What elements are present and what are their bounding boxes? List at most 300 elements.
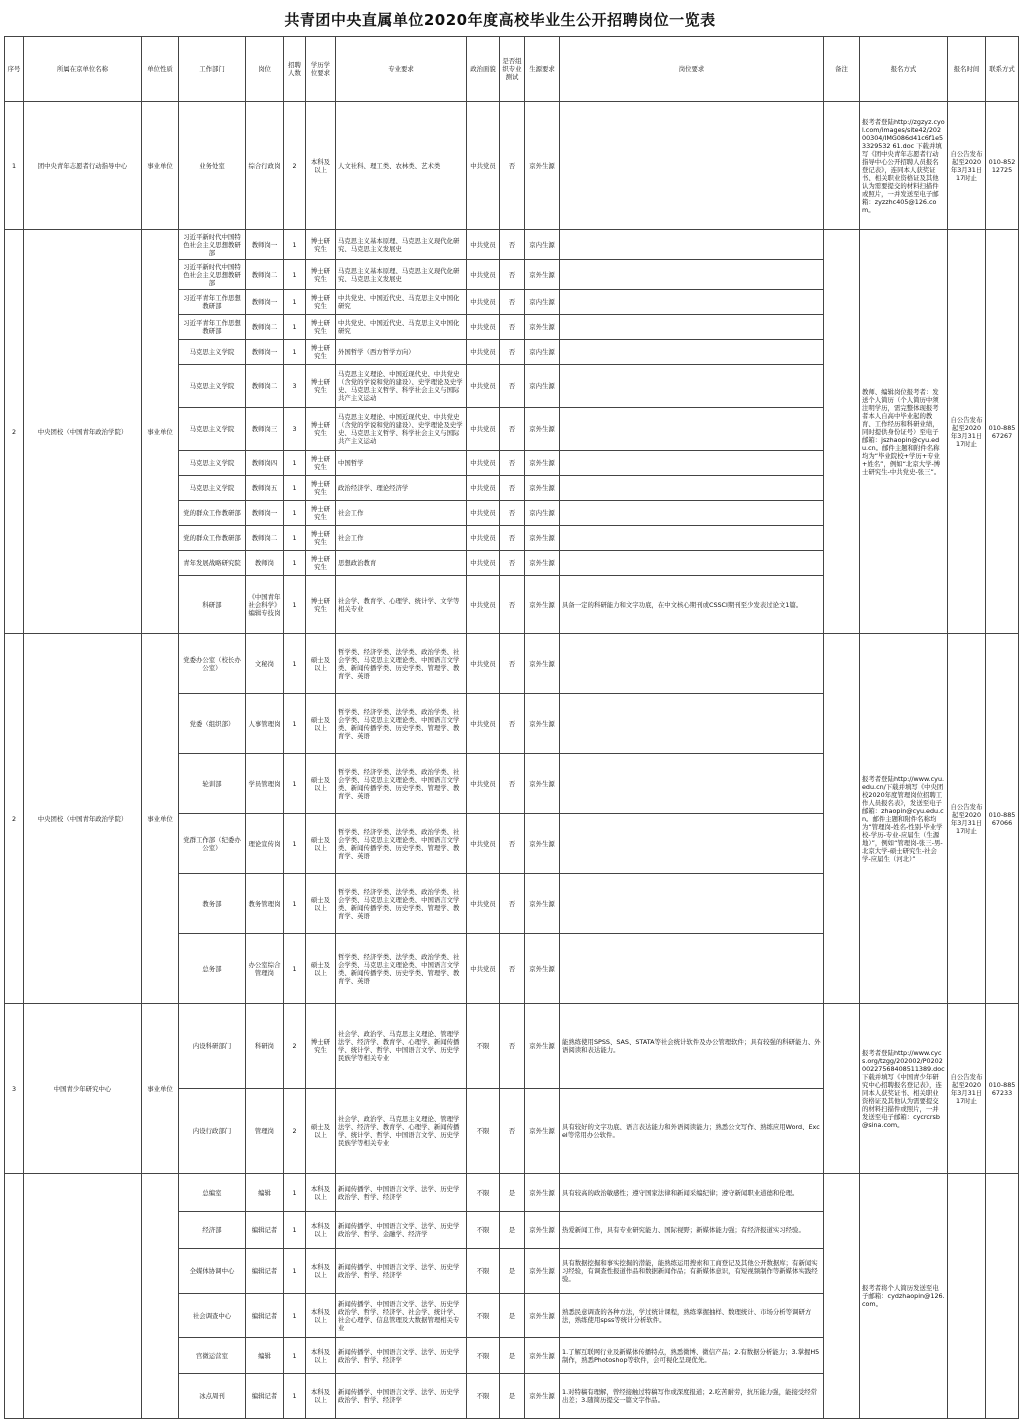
test-cell: 是 bbox=[500, 1174, 525, 1212]
major-cell: 哲学类、经济学类、法学类、政治学类、社会学类、马克思主义理论类、中国语言文学类、新闻传播学类、历史学类、管理学、教育学、英语 bbox=[336, 634, 467, 694]
unit-name-cell: 中国青少年研究中心 bbox=[24, 1004, 142, 1174]
post-cell: 学员管理岗 bbox=[246, 754, 284, 814]
dept-cell: 马克思主义学院 bbox=[179, 365, 246, 408]
count-cell: 2 bbox=[284, 102, 306, 230]
contact-cell: 010-88567066 bbox=[986, 634, 1019, 1004]
requirement-cell bbox=[560, 694, 824, 754]
edu-cell: 本科及以上 bbox=[306, 1174, 336, 1212]
requirement-cell: 具有较高的政治敏感性；遵守国家法律和新闻采编纪律；遵守新闻职业道德和伦理。 bbox=[560, 1174, 824, 1212]
dept-cell: 冰点周刊 bbox=[179, 1374, 246, 1419]
post-cell: 教师岗一 bbox=[246, 290, 284, 315]
political-cell: 中共党员 bbox=[467, 694, 500, 754]
requirement-cell bbox=[560, 526, 824, 551]
table-row bbox=[5, 634, 1019, 694]
source-cell: 京外生源 bbox=[525, 1089, 560, 1174]
apply-method-cell: 报考者将个人简历发送至电子邮箱：cydzhaopin@126.com。 bbox=[860, 1174, 948, 1419]
source-cell: 京外生源 bbox=[525, 315, 560, 340]
col-header: 工作部门 bbox=[179, 37, 246, 102]
count-cell: 1 bbox=[284, 1294, 306, 1338]
edu-cell: 博士研究生 bbox=[306, 260, 336, 290]
unit-nature-cell bbox=[142, 1174, 179, 1419]
major-cell: 社会工作 bbox=[336, 501, 467, 526]
political-cell: 不限 bbox=[467, 1212, 500, 1249]
dept-cell: 习近平青年工作思想教研部 bbox=[179, 315, 246, 340]
post-cell: 教师岗三 bbox=[246, 408, 284, 451]
note-cell bbox=[824, 1174, 860, 1419]
political-cell: 不限 bbox=[467, 1374, 500, 1419]
political-cell: 中共党员 bbox=[467, 102, 500, 230]
political-cell: 中共党员 bbox=[467, 230, 500, 260]
count-cell: 1 bbox=[284, 874, 306, 934]
edu-cell: 硕士及以上 bbox=[306, 754, 336, 814]
edu-cell: 博士研究生 bbox=[306, 1004, 336, 1089]
dept-cell: 习近平新时代中国特色社会主义思想教研部 bbox=[179, 260, 246, 290]
dept-cell: 马克思主义学院 bbox=[179, 340, 246, 365]
dept-cell: 党的群众工作教研部 bbox=[179, 501, 246, 526]
dept-cell: 全媒体协调中心 bbox=[179, 1249, 246, 1294]
table-row bbox=[5, 230, 1019, 260]
requirement-cell bbox=[560, 408, 824, 451]
count-cell: 1 bbox=[284, 230, 306, 260]
count-cell: 1 bbox=[284, 1174, 306, 1212]
note-cell bbox=[824, 102, 860, 230]
post-cell: 教师岗 bbox=[246, 551, 284, 576]
major-cell: 新闻传播学、中国语言文学、法学、历史学政治学、哲学、经济学、社会学、统计学、社会心理学、信息管理及大数据管理相关专业 bbox=[336, 1294, 467, 1338]
source-cell: 京外生源 bbox=[525, 1374, 560, 1419]
edu-cell: 博士研究生 bbox=[306, 476, 336, 501]
col-header: 招聘人数 bbox=[284, 37, 306, 102]
post-cell: 教师岗二 bbox=[246, 315, 284, 340]
dept-cell: 业务处室 bbox=[179, 102, 246, 230]
test-cell: 否 bbox=[500, 1089, 525, 1174]
dept-cell: 社会调查中心 bbox=[179, 1294, 246, 1338]
dept-cell: 内设行政部门 bbox=[179, 1089, 246, 1174]
dept-cell: 党的群众工作教研部 bbox=[179, 526, 246, 551]
post-cell: 理论宣传岗 bbox=[246, 814, 284, 874]
test-cell: 否 bbox=[500, 526, 525, 551]
col-header: 报名方式 bbox=[860, 37, 948, 102]
post-cell: 教师岗一 bbox=[246, 340, 284, 365]
unit-nature-cell: 事业单位 bbox=[142, 634, 179, 1004]
test-cell: 否 bbox=[500, 634, 525, 694]
requirement-cell bbox=[560, 451, 824, 476]
test-cell: 否 bbox=[500, 874, 525, 934]
count-cell: 1 bbox=[284, 315, 306, 340]
count-cell: 1 bbox=[284, 526, 306, 551]
political-cell: 中共党员 bbox=[467, 290, 500, 315]
col-header: 学历学位要求 bbox=[306, 37, 336, 102]
political-cell: 中共党员 bbox=[467, 451, 500, 476]
apply-time-cell: 自公告发布起至2020年3月31日17时止 bbox=[948, 230, 986, 634]
edu-cell: 硕士及以上 bbox=[306, 874, 336, 934]
requirement-cell: 热爱新闻工作，具有专业研究能力、国际视野；新媒体能力强；有经济报道实习经验。 bbox=[560, 1212, 824, 1249]
major-cell: 新闻传播学、中国语言文学、法学、历史学政治学、哲学、经济学 bbox=[336, 1374, 467, 1419]
test-cell: 否 bbox=[500, 754, 525, 814]
col-header: 专业要求 bbox=[336, 37, 467, 102]
source-cell: 京外生源 bbox=[525, 1174, 560, 1212]
seq-cell bbox=[5, 1174, 24, 1419]
count-cell: 1 bbox=[284, 1374, 306, 1419]
requirement-cell: 熟悉民意调查的各种方法，学过统计课程，熟练掌握抽样、数理统计、市场分析等调研方法，熟练使用spss等统计分析软件。 bbox=[560, 1294, 824, 1338]
major-cell: 哲学类、经济学类、法学类、政治学类、社会学类、马克思主义理论类、中国语言文学类、新闻传播学类、历史学类、管理学、教育学、英语 bbox=[336, 934, 467, 1004]
major-cell: 思想政治教育 bbox=[336, 551, 467, 576]
test-cell: 否 bbox=[500, 694, 525, 754]
test-cell: 是 bbox=[500, 1212, 525, 1249]
count-cell: 1 bbox=[284, 340, 306, 365]
requirement-cell bbox=[560, 874, 824, 934]
count-cell: 2 bbox=[284, 1004, 306, 1089]
major-cell: 哲学类、经济学类、法学类、政治学类、社会学类、马克思主义理论类、中国语言文学类、新闻传播学类、历史学类、管理学、教育学、英语 bbox=[336, 874, 467, 934]
edu-cell: 博士研究生 bbox=[306, 526, 336, 551]
source-cell: 京内生源 bbox=[525, 230, 560, 260]
dept-cell: 科研部 bbox=[179, 576, 246, 634]
test-cell: 否 bbox=[500, 934, 525, 1004]
col-header: 生源要求 bbox=[525, 37, 560, 102]
test-cell: 是 bbox=[500, 1294, 525, 1338]
political-cell: 中共党员 bbox=[467, 340, 500, 365]
source-cell: 京外生源 bbox=[525, 814, 560, 874]
post-cell: 教师岗二 bbox=[246, 365, 284, 408]
major-cell: 外国哲学（西方哲学方向） bbox=[336, 340, 467, 365]
test-cell: 否 bbox=[500, 551, 525, 576]
requirement-cell: 具有较好的文字功底、语言表达能力和外语阅读能力；熟悉公文写作、熟练应用Word、Excel等常用办公软件。 bbox=[560, 1089, 824, 1174]
edu-cell: 博士研究生 bbox=[306, 451, 336, 476]
count-cell: 1 bbox=[284, 1249, 306, 1294]
dept-cell: 轮训部 bbox=[179, 754, 246, 814]
test-cell: 否 bbox=[500, 476, 525, 501]
count-cell: 3 bbox=[284, 365, 306, 408]
col-header: 岗位要求 bbox=[560, 37, 824, 102]
count-cell: 1 bbox=[284, 1338, 306, 1374]
post-cell: 教务管理岗 bbox=[246, 874, 284, 934]
source-cell: 京内生源 bbox=[525, 290, 560, 315]
dept-cell: 马克思主义学院 bbox=[179, 476, 246, 501]
unit-name-cell bbox=[24, 1174, 142, 1419]
requirement-cell bbox=[560, 290, 824, 315]
unit-nature-cell: 事业单位 bbox=[142, 102, 179, 230]
unit-name-cell: 团中央青年志愿者行动指导中心 bbox=[24, 102, 142, 230]
edu-cell: 硕士及以上 bbox=[306, 634, 336, 694]
post-cell: 教师岗四 bbox=[246, 451, 284, 476]
post-cell: 人事管理岗 bbox=[246, 694, 284, 754]
edu-cell: 博士研究生 bbox=[306, 315, 336, 340]
dept-cell: 经济部 bbox=[179, 1212, 246, 1249]
political-cell: 中共党员 bbox=[467, 934, 500, 1004]
major-cell: 中国哲学 bbox=[336, 451, 467, 476]
count-cell: 1 bbox=[284, 451, 306, 476]
unit-name-cell: 中央团校（中国青年政治学院） bbox=[24, 634, 142, 1004]
test-cell: 否 bbox=[500, 408, 525, 451]
major-cell: 社会学、教育学、心理学、统计学、文学等相关专业 bbox=[336, 576, 467, 634]
seq-cell: 1 bbox=[5, 102, 24, 230]
source-cell: 京外生源 bbox=[525, 476, 560, 501]
post-cell: 教师岗一 bbox=[246, 230, 284, 260]
major-cell: 社会工作 bbox=[336, 526, 467, 551]
edu-cell: 本科及以上 bbox=[306, 1249, 336, 1294]
test-cell: 否 bbox=[500, 576, 525, 634]
political-cell: 中共党员 bbox=[467, 260, 500, 290]
col-header: 序号 bbox=[5, 37, 24, 102]
major-cell: 哲学类、经济学类、法学类、政治学类、社会学类、马克思主义理论类、中国语言文学类、新闻传播学类、历史学类、管理学、教育学、英语 bbox=[336, 754, 467, 814]
requirement-cell bbox=[560, 230, 824, 260]
post-cell: 教师岗二 bbox=[246, 526, 284, 551]
header-row bbox=[5, 37, 1019, 102]
edu-cell: 博士研究生 bbox=[306, 501, 336, 526]
apply-time-cell: 自公告发布起至2020年3月31日17时止 bbox=[948, 102, 986, 230]
political-cell: 中共党员 bbox=[467, 634, 500, 694]
apply-time-cell: 自公告发布起至2020年3月31日17时止 bbox=[948, 634, 986, 1004]
edu-cell: 本科及以上 bbox=[306, 1338, 336, 1374]
dept-cell: 马克思主义学院 bbox=[179, 408, 246, 451]
requirement-cell bbox=[560, 814, 824, 874]
post-cell: 编辑记者 bbox=[246, 1212, 284, 1249]
political-cell: 中共党员 bbox=[467, 576, 500, 634]
political-cell: 不限 bbox=[467, 1174, 500, 1212]
col-header: 联系方式 bbox=[986, 37, 1019, 102]
edu-cell: 博士研究生 bbox=[306, 365, 336, 408]
count-cell: 1 bbox=[284, 290, 306, 315]
test-cell: 否 bbox=[500, 814, 525, 874]
post-cell: 编辑记者 bbox=[246, 1294, 284, 1338]
count-cell: 1 bbox=[284, 814, 306, 874]
major-cell: 哲学类、经济学类、法学类、政治学类、社会学类、马克思主义理论类、中国语言文学类、新闻传播学类、历史学类、管理学、教育学、英语 bbox=[336, 814, 467, 874]
unit-nature-cell: 事业单位 bbox=[142, 1004, 179, 1174]
seq-cell: 2 bbox=[5, 634, 24, 1004]
test-cell: 否 bbox=[500, 365, 525, 408]
post-cell: 编辑记者 bbox=[246, 1374, 284, 1419]
count-cell: 1 bbox=[284, 551, 306, 576]
source-cell: 京外生源 bbox=[525, 408, 560, 451]
count-cell: 1 bbox=[284, 476, 306, 501]
political-cell: 中共党员 bbox=[467, 754, 500, 814]
dept-cell: 马克思主义学院 bbox=[179, 451, 246, 476]
requirement-cell: 1.对特稿有理解，曾经接触过特稿写作或深度报道；2.吃苦耐劳，抗压能力强，能接受经常出差；3.随简历提交一篇文字作品。 bbox=[560, 1374, 824, 1419]
table-row bbox=[5, 1004, 1019, 1089]
dept-cell: 总编室 bbox=[179, 1174, 246, 1212]
apply-method-cell: 报考者登陆http://zgzyz.cyol.com/images/site42/20200304/IMG086d41c6f1e53329532 61.doc 下载并填写《团中央青年志愿者行动指导中心公开招聘人员报名登记表》，连同本人获奖证书、相关职业资格证及其他认为需要提交的材料扫描件或照片，一并发送至电子邮箱：zyzzhc405@126.com。 bbox=[860, 102, 948, 230]
post-cell: 办公室综合管理岗 bbox=[246, 934, 284, 1004]
unit-nature-cell: 事业单位 bbox=[142, 230, 179, 634]
edu-cell: 博士研究生 bbox=[306, 576, 336, 634]
dept-cell: 习近平青年工作思想教研部 bbox=[179, 290, 246, 315]
seq-cell: 3 bbox=[5, 1004, 24, 1174]
dept-cell: 习近平新时代中国特色社会主义思想教研部 bbox=[179, 230, 246, 260]
political-cell: 中共党员 bbox=[467, 551, 500, 576]
source-cell: 京外生源 bbox=[525, 451, 560, 476]
edu-cell: 博士研究生 bbox=[306, 340, 336, 365]
post-cell: 《中国青年社会科学》编辑专技岗 bbox=[246, 576, 284, 634]
col-header: 岗位 bbox=[246, 37, 284, 102]
contact-cell: 010-85212725 bbox=[986, 102, 1019, 230]
count-cell: 3 bbox=[284, 408, 306, 451]
political-cell: 不限 bbox=[467, 1294, 500, 1338]
test-cell: 否 bbox=[500, 451, 525, 476]
requirement-cell bbox=[560, 315, 824, 340]
source-cell: 京外生源 bbox=[525, 260, 560, 290]
count-cell: 1 bbox=[284, 694, 306, 754]
requirement-cell bbox=[560, 365, 824, 408]
post-cell: 教师岗五 bbox=[246, 476, 284, 501]
source-cell: 京外生源 bbox=[525, 934, 560, 1004]
col-header: 所属在京单位名称 bbox=[24, 37, 142, 102]
count-cell: 1 bbox=[284, 634, 306, 694]
post-cell: 教师岗一 bbox=[246, 501, 284, 526]
count-cell: 1 bbox=[284, 576, 306, 634]
source-cell: 京外生源 bbox=[525, 1004, 560, 1089]
major-cell: 新闻传播学、中国语言文学、法学、历史学政治学、哲学、经济学 bbox=[336, 1338, 467, 1374]
edu-cell: 硕士及以上 bbox=[306, 814, 336, 874]
table-row bbox=[5, 102, 1019, 230]
political-cell: 中共党员 bbox=[467, 874, 500, 934]
major-cell: 新闻传播学、中国语言文学、法学、历史学政治学、哲学、经济学 bbox=[336, 1249, 467, 1294]
source-cell: 京外生源 bbox=[525, 551, 560, 576]
post-cell: 综合行政岗 bbox=[246, 102, 284, 230]
source-cell: 京外生源 bbox=[525, 1212, 560, 1249]
requirement-cell: 具备一定的科研能力和文字功底，在中文核心期刊或CSSCI期刊至少发表过论文1篇。 bbox=[560, 576, 824, 634]
dept-cell: 官微运营室 bbox=[179, 1338, 246, 1374]
note-cell bbox=[824, 634, 860, 1004]
post-cell: 编辑 bbox=[246, 1174, 284, 1212]
source-cell: 京外生源 bbox=[525, 634, 560, 694]
requirement-cell bbox=[560, 476, 824, 501]
source-cell: 京内生源 bbox=[525, 365, 560, 408]
requirement-cell bbox=[560, 934, 824, 1004]
test-cell: 否 bbox=[500, 290, 525, 315]
political-cell: 不限 bbox=[467, 1338, 500, 1374]
major-cell: 马克思主义理论、中国近现代史、中共党史（含党的学说和党的建设）、史学理论及史学史、马克思主义哲学、科学社会主义与国际共产主义运动 bbox=[336, 408, 467, 451]
contact-cell bbox=[986, 1174, 1019, 1419]
dept-cell: 总务部 bbox=[179, 934, 246, 1004]
test-cell: 是 bbox=[500, 1374, 525, 1419]
major-cell: 马克思主义基本原理、马克思主义现代化研究、马克思主义发展史 bbox=[336, 260, 467, 290]
count-cell: 1 bbox=[284, 501, 306, 526]
unit-name-cell: 中央团校（中国青年政治学院） bbox=[24, 230, 142, 634]
dept-cell: 内设科研部门 bbox=[179, 1004, 246, 1089]
seq-cell: 2 bbox=[5, 230, 24, 634]
source-cell: 京外生源 bbox=[525, 576, 560, 634]
source-cell: 京内生源 bbox=[525, 501, 560, 526]
major-cell: 新闻传播学、中国语言文学、法学、历史学政治学、哲学、经济学 bbox=[336, 1174, 467, 1212]
source-cell: 京外生源 bbox=[525, 1294, 560, 1338]
table-row bbox=[5, 1174, 1019, 1212]
post-cell: 管理岗 bbox=[246, 1089, 284, 1174]
apply-time-cell bbox=[948, 1174, 986, 1419]
apply-time-cell: 自公告发布起至2020年3月31日17时止 bbox=[948, 1004, 986, 1174]
count-cell: 1 bbox=[284, 1212, 306, 1249]
post-cell: 编辑记者 bbox=[246, 1249, 284, 1294]
note-cell bbox=[824, 1004, 860, 1174]
source-cell: 京外生源 bbox=[525, 1338, 560, 1374]
edu-cell: 硕士及以上 bbox=[306, 694, 336, 754]
major-cell: 政治经济学、理论经济学 bbox=[336, 476, 467, 501]
major-cell: 人文社科、理工类、农林类、艺术类 bbox=[336, 102, 467, 230]
post-cell: 编辑 bbox=[246, 1338, 284, 1374]
count-cell: 1 bbox=[284, 934, 306, 1004]
apply-method-cell: 报考者登陆http://www.cycs.org/tzgg/202002/P020200227568408511389.doc 下载并填写《中国青少年研究中心招聘报名登记表》，连同本人获奖证书、相关职业资格证及其他认为需要提交的材料扫描件或照片，一并发送至电子邮箱：cycrcrsb@sina.com。 bbox=[860, 1004, 948, 1174]
col-header: 备注 bbox=[824, 37, 860, 102]
col-header: 单位性质 bbox=[142, 37, 179, 102]
major-cell: 新闻传播学、中国语言文学、法学、历史学政治学、哲学、金融学、经济学 bbox=[336, 1212, 467, 1249]
apply-method-cell: 报考者登陆http://www.cyu.edu.cn/下载并填写《中央团校2020年度管理岗位招聘工作人员报名表》，发送至电子邮箱：zhaopin@cyu.edu.cn。邮件主题和附件名称均为“管理岗-姓名-性别-毕业学校-学历-专业-应届生（生源地）”，例如“管理岗-张三-男-北京大学-硕士研究生-社会学-应届生（河北）” bbox=[860, 634, 948, 1004]
test-cell: 是 bbox=[500, 1338, 525, 1374]
requirement-cell bbox=[560, 260, 824, 290]
source-cell: 京外生源 bbox=[525, 694, 560, 754]
edu-cell: 硕士及以上 bbox=[306, 934, 336, 1004]
contact-cell: 010-88567267 bbox=[986, 230, 1019, 634]
requirement-cell: 具有数据挖掘和事实挖掘的潜能，能熟练运用搜索和工商登记及其他公开数据库；有新闻实习经验，有调查性报道作品和数据新闻作品；有新媒体意识，有短视频制作等新媒体实践经验。 bbox=[560, 1249, 824, 1294]
major-cell: 中共党史、中国近代史、马克思主义中国化研究 bbox=[336, 290, 467, 315]
test-cell: 否 bbox=[500, 260, 525, 290]
note-cell bbox=[824, 230, 860, 634]
edu-cell: 博士研究生 bbox=[306, 290, 336, 315]
political-cell: 中共党员 bbox=[467, 476, 500, 501]
recruitment-table bbox=[4, 36, 1019, 1419]
major-cell: 马克思主义理论、中国近现代史、中共党史（含党的学说和党的建设）、史学理论及史学史、马克思主义哲学、科学社会主义与国际共产主义运动 bbox=[336, 365, 467, 408]
edu-cell: 本科及以上 bbox=[306, 1294, 336, 1338]
political-cell: 中共党员 bbox=[467, 526, 500, 551]
col-header: 政治面貌 bbox=[467, 37, 500, 102]
edu-cell: 博士研究生 bbox=[306, 551, 336, 576]
edu-cell: 博士研究生 bbox=[306, 408, 336, 451]
edu-cell: 本科及以上 bbox=[306, 102, 336, 230]
col-header: 报名时间 bbox=[948, 37, 986, 102]
political-cell: 中共党员 bbox=[467, 315, 500, 340]
political-cell: 不限 bbox=[467, 1089, 500, 1174]
requirement-cell bbox=[560, 551, 824, 576]
contact-cell: 010-88567233 bbox=[986, 1004, 1019, 1174]
count-cell: 2 bbox=[284, 1089, 306, 1174]
major-cell: 社会学、政治学、马克思主义理论、管理学法学、经济学、教育学、心理学、新闻传播学、统计学、哲学、中国语言文学、历史学民族学等相关专业 bbox=[336, 1089, 467, 1174]
edu-cell: 硕士及以上 bbox=[306, 1089, 336, 1174]
political-cell: 中共党员 bbox=[467, 408, 500, 451]
requirement-cell bbox=[560, 754, 824, 814]
source-cell: 京外生源 bbox=[525, 526, 560, 551]
test-cell: 否 bbox=[500, 1004, 525, 1089]
requirement-cell bbox=[560, 501, 824, 526]
test-cell: 是 bbox=[500, 1249, 525, 1294]
page-title: 共青团中央直属单位2020年度高校毕业生公开招聘岗位一览表 bbox=[284, 11, 716, 29]
test-cell: 否 bbox=[500, 501, 525, 526]
political-cell: 中共党员 bbox=[467, 501, 500, 526]
requirement-cell bbox=[560, 634, 824, 694]
dept-cell: 党群工作部（纪委办公室） bbox=[179, 814, 246, 874]
major-cell: 哲学类、经济学类、法学类、政治学类、社会学类、马克思主义理论类、中国语言文学类、新闻传播学类、历史学类、管理学、教育学、英语 bbox=[336, 694, 467, 754]
test-cell: 否 bbox=[500, 230, 525, 260]
col-header: 是否组织专业测试 bbox=[500, 37, 525, 102]
requirement-cell: 1.了解互联网行业及新媒体传播特点，熟悉微博、微信产品；2.有数据分析能力；3.掌握H5制作，熟悉Photoshop等软件，会可视化呈现优先。 bbox=[560, 1338, 824, 1374]
edu-cell: 本科及以上 bbox=[306, 1374, 336, 1419]
political-cell: 中共党员 bbox=[467, 814, 500, 874]
edu-cell: 博士研究生 bbox=[306, 230, 336, 260]
source-cell: 京外生源 bbox=[525, 754, 560, 814]
dept-cell: 教务部 bbox=[179, 874, 246, 934]
requirement-cell bbox=[560, 340, 824, 365]
test-cell: 否 bbox=[500, 340, 525, 365]
source-cell: 京外生源 bbox=[525, 1249, 560, 1294]
source-cell: 京外生源 bbox=[525, 102, 560, 230]
apply-method-cell: 教师、编辑岗位报考者：发送个人简历（个人简历中须注明学历，需完整体现报考者本人自高中毕业起的教育、工作经历和科研业绩，同时提供身份证号）至电子邮箱：jszhaopin@cyu.edu.cn。邮件主题和附件名称均为“毕业院校+学历+专业+姓名”，例如“北京大学-博士研究生-中共党史-张三”。 bbox=[860, 230, 948, 634]
dept-cell: 党委办公室（校长办公室） bbox=[179, 634, 246, 694]
source-cell: 京内生源 bbox=[525, 340, 560, 365]
major-cell: 社会学、政治学、马克思主义理论、管理学法学、经济学、教育学、心理学、新闻传播学、统计学、哲学、中国语言文学、历史学民族学等相关专业 bbox=[336, 1004, 467, 1089]
requirement-cell: 能熟练使用SPSS、SAS、STATA等社会统计软件及办公管理软件；具有较强的科研能力、外语阅读和表达能力。 bbox=[560, 1004, 824, 1089]
major-cell: 马克思主义基本原理、马克思主义现代化研究、马克思主义发展史 bbox=[336, 230, 467, 260]
post-cell: 科研岗 bbox=[246, 1004, 284, 1089]
major-cell: 中共党史、中国近代史、马克思主义中国化研究 bbox=[336, 315, 467, 340]
political-cell: 中共党员 bbox=[467, 365, 500, 408]
post-cell: 文秘岗 bbox=[246, 634, 284, 694]
test-cell: 否 bbox=[500, 315, 525, 340]
